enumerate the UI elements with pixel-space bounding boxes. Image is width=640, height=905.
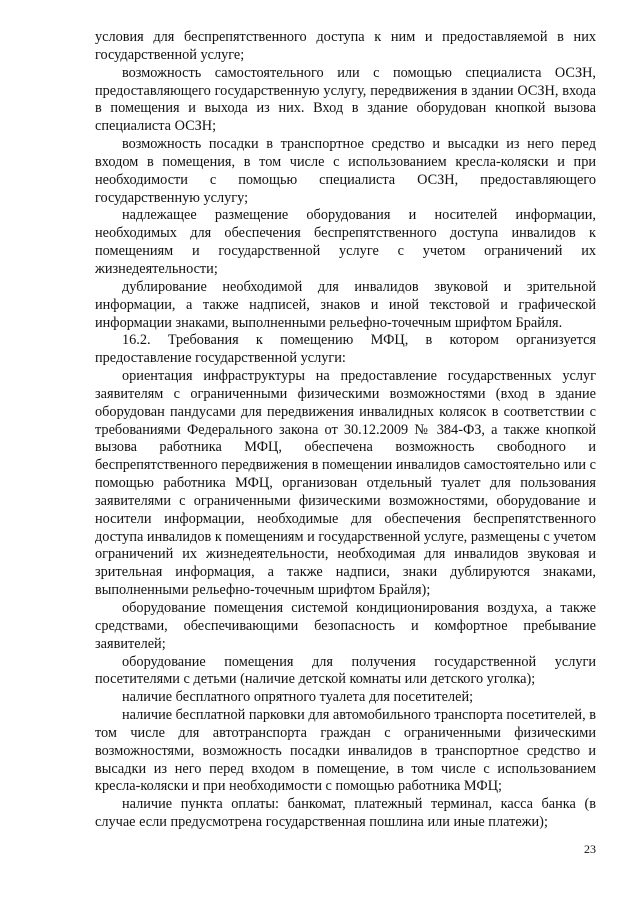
paragraph: возможность посадки в транспортное средство и высадки из него перед входом в помещения, в том числе с использованием кресла-коляски и при необходимости с помощью специалиста ОСЗН, предоставляющего государственную услугу;	[95, 136, 596, 206]
document-body	[95, 29, 596, 832]
paragraph: наличие бесплатного опрятного туалета для посетителей;	[122, 689, 474, 706]
paragraph: оборудование помещения системой кондиционирования воздуха, а также средствами, обеспечивающими безопасность и комфортное пребывание заявителей;	[95, 600, 596, 652]
page-number: 23	[584, 842, 596, 856]
paragraph: оборудование помещения для получения государственной услуги посетителями с детьми (наличие детской комнаты или детского уголка);	[95, 653, 596, 688]
paragraph: условия для беспрепятственного доступа к ним и предоставляемой в них государственной услуге;	[95, 29, 596, 63]
paragraph: наличие пункта оплаты: банкомат, платежный терминал, касса банка (в случае если предусмотрена государственная пошлина или иные платежи);	[95, 796, 596, 831]
paragraph: наличие бесплатной парковки для автомобильного транспорта посетителей, в том числе для автотранспорта граждан с ограниченными физическими возможностями, возможность посадки инвалидов в транспортное средство и высадки из него перед входом в помещение, в том числе с использованием кресла-коляски и при необходимости с помощью работника МФЦ;	[95, 707, 596, 795]
paragraph: дублирование необходимой для инвалидов звуковой и зрительной информации, а также надписей, знаков и иной текстовой и графической информации знаками, выполненными рельефно-точечным шрифтом Брайля.	[95, 278, 596, 331]
paragraph: надлежащее размещение оборудования и носителей информации, необходимых для обеспечения беспрепятственного доступа инвалидов к помещениям и государственной услуге с учетом ограничений их жизнедеятельности;	[95, 207, 596, 277]
section-heading-16-2: 16.2. Требования к помещению МФЦ, в котором организуется предоставление государственной услуги:	[95, 332, 596, 367]
paragraph: ориентация инфраструктуры на предоставление государственных услуг заявителям с ограниченными физическими возможностями (вход в здание оборудован пандусами для передвижения инвалидных колясок в соответствии с требованиями Федерального закона от 30.12.2009 № 384-ФЗ, а также кнопкой вызова работника МФЦ, обеспечена возможность свободного и беспрепятственного передвижения в помещении инвалидов самостоятельно или с помощью работника МФЦ, организован отдельный туалет для пользования заявителями с ограниченными физическими возможностями, оборудование и носители информации, необходимые для обеспечения беспрепятственного доступа инвалидов к помещениям и государственной услуге, размещены с учетом ограничений их жизнедеятельности, необходимая для инвалидов звуковая и зрительная информация, а также надписи, знаки дублируются знаками, выполненными рельефно-точечным шрифтом Брайля);	[95, 368, 596, 599]
paragraph: возможность самостоятельного или с помощью специалиста ОСЗН, предоставляющего государственную услугу, передвижения в здании ОСЗН, входа в помещения и выхода из них. Вход в здание оборудован кнопкой вызова специалиста ОСЗН;	[95, 64, 596, 135]
